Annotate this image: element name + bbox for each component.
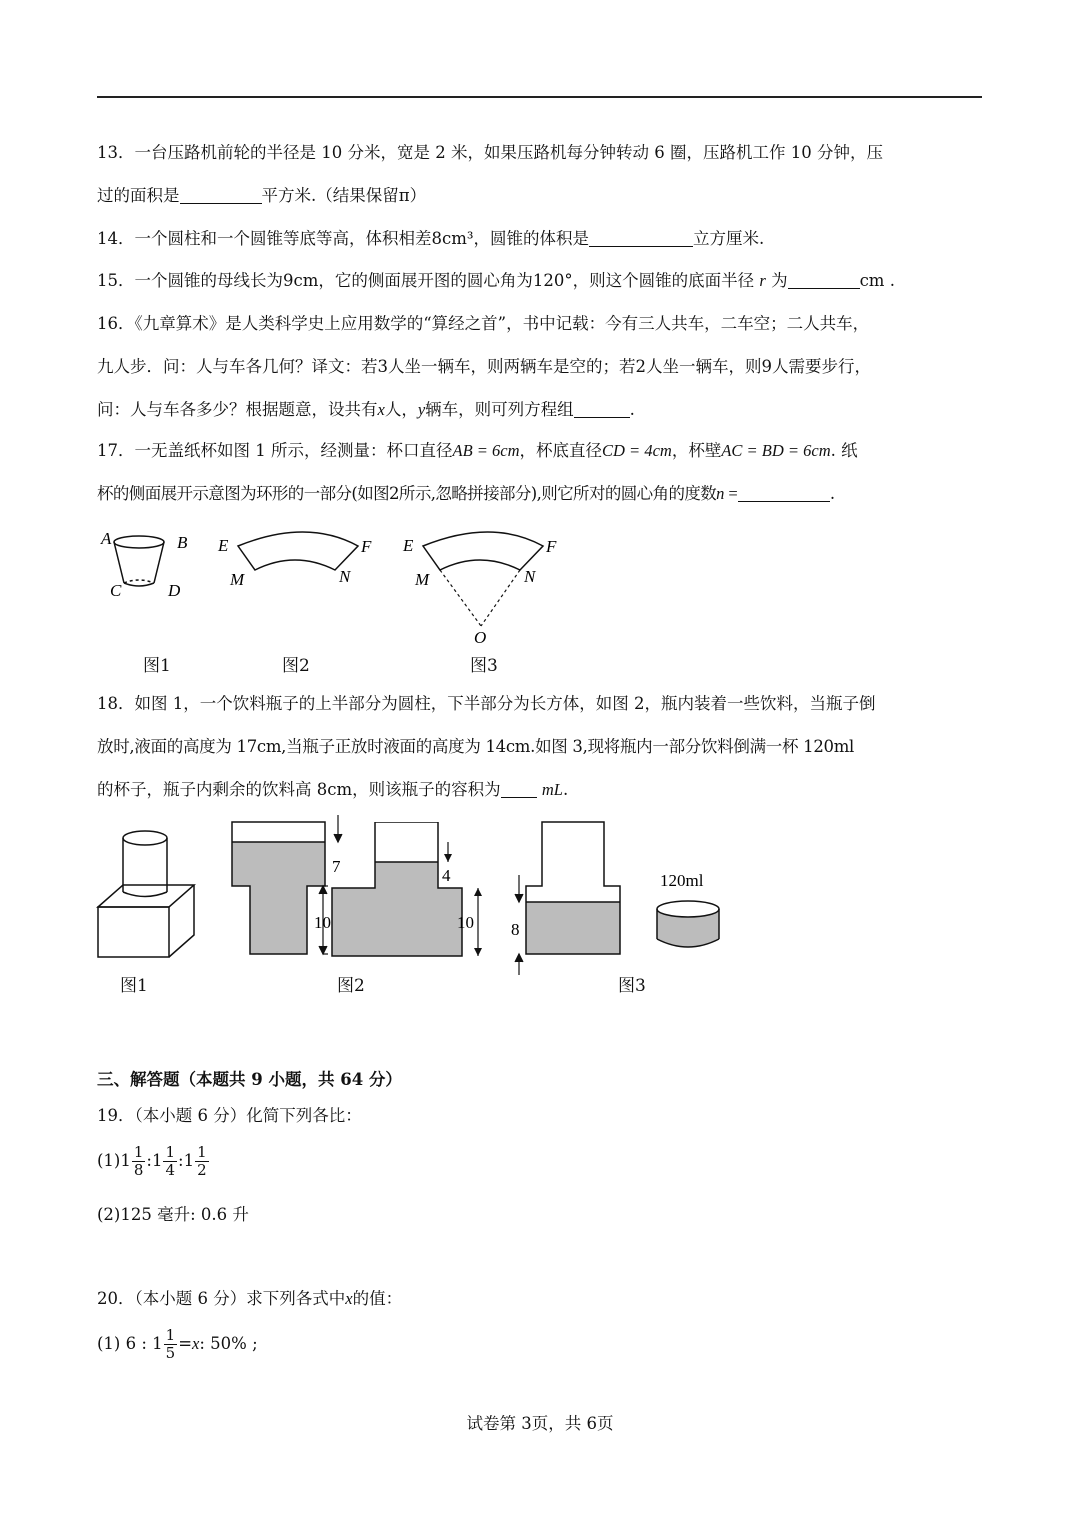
q18-line2: 放时,液面的高度为 17cm,当瓶子正放时液面的高度为 14cm.如图 3,现将瓶内一部分饮料倒满一杯 120ml xyxy=(97,737,855,756)
q19-title: 19．（本小题 6 分）化简下列各比： xyxy=(97,1106,362,1125)
q18-line1: 18．如图 1，一个饮料瓶子的上半部分为圆柱，下半部分为长方体，如图 2，瓶内装着一些饮料，当瓶子倒 xyxy=(97,694,876,713)
q15-text-c: ，则这个圆锥的底面半径 xyxy=(572,271,755,290)
q16-var-y: y xyxy=(417,400,426,419)
q16-text-b: 人， xyxy=(384,400,418,419)
q17-figure xyxy=(95,522,575,672)
q20-num: 1 xyxy=(165,1326,176,1344)
q17-text-f: . xyxy=(829,484,835,503)
q16-answer-blank[interactable] xyxy=(574,401,630,418)
bottle-3d-diagram xyxy=(98,831,194,957)
q17-text-e: 杯的侧面展开示意图为环形的一部分(如图2所示,忽略拼接部分),则它所对的圆心角的度数 xyxy=(97,484,717,503)
fig18-caption-1: 图1 xyxy=(120,976,148,996)
fig17-label-m2: M xyxy=(230,570,245,589)
q17-text-d: . 纸 xyxy=(830,441,858,460)
q17-text-c: ，杯壁 xyxy=(671,441,722,460)
header-rule xyxy=(97,96,982,98)
q20-title-a: 20．（本小题 6 分）求下列各式中 xyxy=(97,1289,346,1308)
q20-p1-x: x xyxy=(192,1334,200,1353)
q19-num-3: 1 xyxy=(197,1143,207,1161)
q19-fraction-3 xyxy=(195,1144,209,1179)
fig17-label-e2: E xyxy=(218,536,229,555)
q16-line2: 九人步．问：人与车各几何？译文：若3人坐一辆车，则两辆车是空的；若2人坐一辆车，则9人需要步行， xyxy=(97,357,871,376)
q19-colon-1: : xyxy=(146,1151,152,1170)
q18-text-a: 的杯子，瓶子内剩余的饮料高 8cm，则该瓶子的容积为 xyxy=(97,780,501,799)
q20-title-b: 的值： xyxy=(352,1289,403,1308)
q15-answer-blank[interactable] xyxy=(788,272,860,289)
fig17-caption-3: 图3 xyxy=(470,656,498,676)
q19-whole-2: 1 xyxy=(151,1151,163,1170)
q16-text-c: 辆车，则可列方程组 xyxy=(425,400,574,419)
dim-label-7: 7 xyxy=(332,857,341,876)
q14-answer-blank[interactable] xyxy=(589,230,693,247)
q13-text-b: 平方米.（结果保留π） xyxy=(261,186,427,205)
bottle-inverted-diagram xyxy=(232,822,325,954)
q19-whole-3: 1 xyxy=(183,1151,195,1170)
q20-p1-eq: = xyxy=(178,1334,193,1353)
q15-unit: cm . xyxy=(859,271,895,290)
q15-line xyxy=(97,270,895,292)
annular-sector-fig2 xyxy=(238,532,358,570)
fig17-label-o: O xyxy=(474,628,487,647)
fig3-radius-left xyxy=(440,570,481,626)
q13-line2 xyxy=(97,185,426,207)
q14-text-a: 14．一个圆柱和一个圆锥等底等高，体积相差 xyxy=(97,229,432,248)
q15-text-d: 为 xyxy=(771,271,788,290)
q19-colon-2: : xyxy=(178,1151,184,1170)
q19-den-3: 2 xyxy=(197,1161,207,1179)
fig17-label-c: C xyxy=(110,581,122,600)
q14-unit: 8cm³ xyxy=(431,229,474,248)
q18-figure-upright xyxy=(330,822,490,957)
q16-text-a: 问：人与车各多少？根据题意，设共有 xyxy=(97,400,378,419)
q17-text-a: 17．一无盖纸杯如图 1 所示，经测量：杯口直径 xyxy=(97,441,453,460)
q16-line1: 16．《九章算术》是人类科学史上应用数学的“算经之首”，书中记载：今有三人共车，二车空；二人共车， xyxy=(97,314,870,333)
q20-p1-a: (1) 6 : 1 xyxy=(97,1334,163,1353)
cup-label: 120ml xyxy=(660,871,704,890)
fig17-label-d: D xyxy=(168,581,181,600)
q19-den-1: 8 xyxy=(133,1161,144,1179)
q15-length: 9cm xyxy=(283,271,319,290)
q18-answer-blank[interactable] xyxy=(501,781,537,798)
q15-angle: 120° xyxy=(532,271,573,290)
q19-part1 xyxy=(97,1140,210,1182)
q19-fraction-1 xyxy=(132,1144,146,1179)
q17-cd: CD = 4cm xyxy=(602,441,672,460)
dim-label-8: 8 xyxy=(511,920,520,939)
fig17-caption-1: 图1 xyxy=(143,656,171,676)
dim-arrow-10-right-top xyxy=(474,888,482,896)
bottle-fig3-diagram xyxy=(526,822,620,954)
q20-part1 xyxy=(97,1323,258,1365)
q17-text-b: ，杯底直径 xyxy=(519,441,603,460)
fig17-label-f3: F xyxy=(546,537,557,556)
q13-text-a: 过的面积是 xyxy=(97,186,180,205)
q13-line1: 13．一台压路机前轮的半径是 10 分米，宽是 2 米，如果压路机每分钟转动 6 圈，压路机工作 10 分钟，压 xyxy=(97,143,883,162)
section3-title: 三、解答题（本题共 9 小题，共 64 分） xyxy=(97,1070,402,1089)
fig17-label-f2: F xyxy=(361,537,372,556)
q19-p1-label: (1) xyxy=(97,1151,121,1170)
q20-var-x: x xyxy=(345,1289,353,1308)
fig17-label-m3: M xyxy=(415,570,430,589)
fig17-label-b: B xyxy=(177,533,188,552)
q18-text-b: . xyxy=(562,780,569,799)
measuring-cup-diagram xyxy=(657,901,719,947)
q15-var-r: r xyxy=(759,271,766,290)
dim-label-4: 4 xyxy=(442,866,451,885)
q19-num-1: 1 xyxy=(133,1143,144,1161)
q18-unit: mL xyxy=(541,780,563,799)
fig18-caption-3: 图3 xyxy=(618,976,646,996)
q14-line xyxy=(97,228,764,250)
q18-line3 xyxy=(97,779,568,801)
fig17-label-n2: N xyxy=(339,567,351,586)
fig17-label-n3: N xyxy=(524,567,536,586)
fig17-label-e3: E xyxy=(403,536,414,555)
q13-answer-blank[interactable] xyxy=(180,187,262,204)
fig18-caption-2: 图2 xyxy=(337,976,365,996)
q17-line2 xyxy=(97,483,835,505)
q20-title xyxy=(97,1288,402,1310)
q14-text-c: 立方厘米. xyxy=(693,229,765,248)
q16-text-d: . xyxy=(629,400,635,419)
q20-den: 5 xyxy=(165,1344,176,1362)
q19-den-2: 4 xyxy=(165,1161,176,1179)
q19-fraction-2 xyxy=(163,1144,177,1179)
paper-cup-diagram xyxy=(114,536,164,586)
dim-arrow-10-right-bottom xyxy=(474,948,482,956)
q19-whole-1: 1 xyxy=(120,1151,131,1170)
page-footer: 试卷第 3页，共 6页 xyxy=(466,1414,614,1433)
q17-line1 xyxy=(97,440,858,462)
dim-label-10-right: 10 xyxy=(457,913,474,932)
q15-text-a: 15．一个圆锥的母线长为 xyxy=(97,271,283,290)
q17-acbd: AC = BD = 6cm xyxy=(721,441,831,460)
q14-text-b: ，圆锥的体积是 xyxy=(473,229,589,248)
q17-n: n = xyxy=(716,484,738,503)
q19-part2: (2)125 毫升: 0.6 升 xyxy=(97,1205,249,1224)
q16-line3 xyxy=(97,399,635,421)
q16-var-x: x xyxy=(377,400,385,419)
q17-answer-blank[interactable] xyxy=(738,485,830,502)
q15-text-b: ，它的侧面展开图的圆心角为 xyxy=(318,271,533,290)
fig17-label-a: A xyxy=(101,529,112,548)
fig3-radius-right xyxy=(481,570,520,626)
q20-fraction xyxy=(164,1327,178,1362)
q17-ab: AB = 6cm xyxy=(452,441,520,460)
dim-label-10-left: 10 xyxy=(314,913,331,932)
dim-arrow-4-head xyxy=(444,854,452,862)
q20-p1-c: : 50% ; xyxy=(199,1334,258,1353)
fig17-caption-2: 图2 xyxy=(282,656,310,676)
q19-num-2: 1 xyxy=(165,1143,176,1161)
annular-sector-fig3 xyxy=(423,532,543,570)
